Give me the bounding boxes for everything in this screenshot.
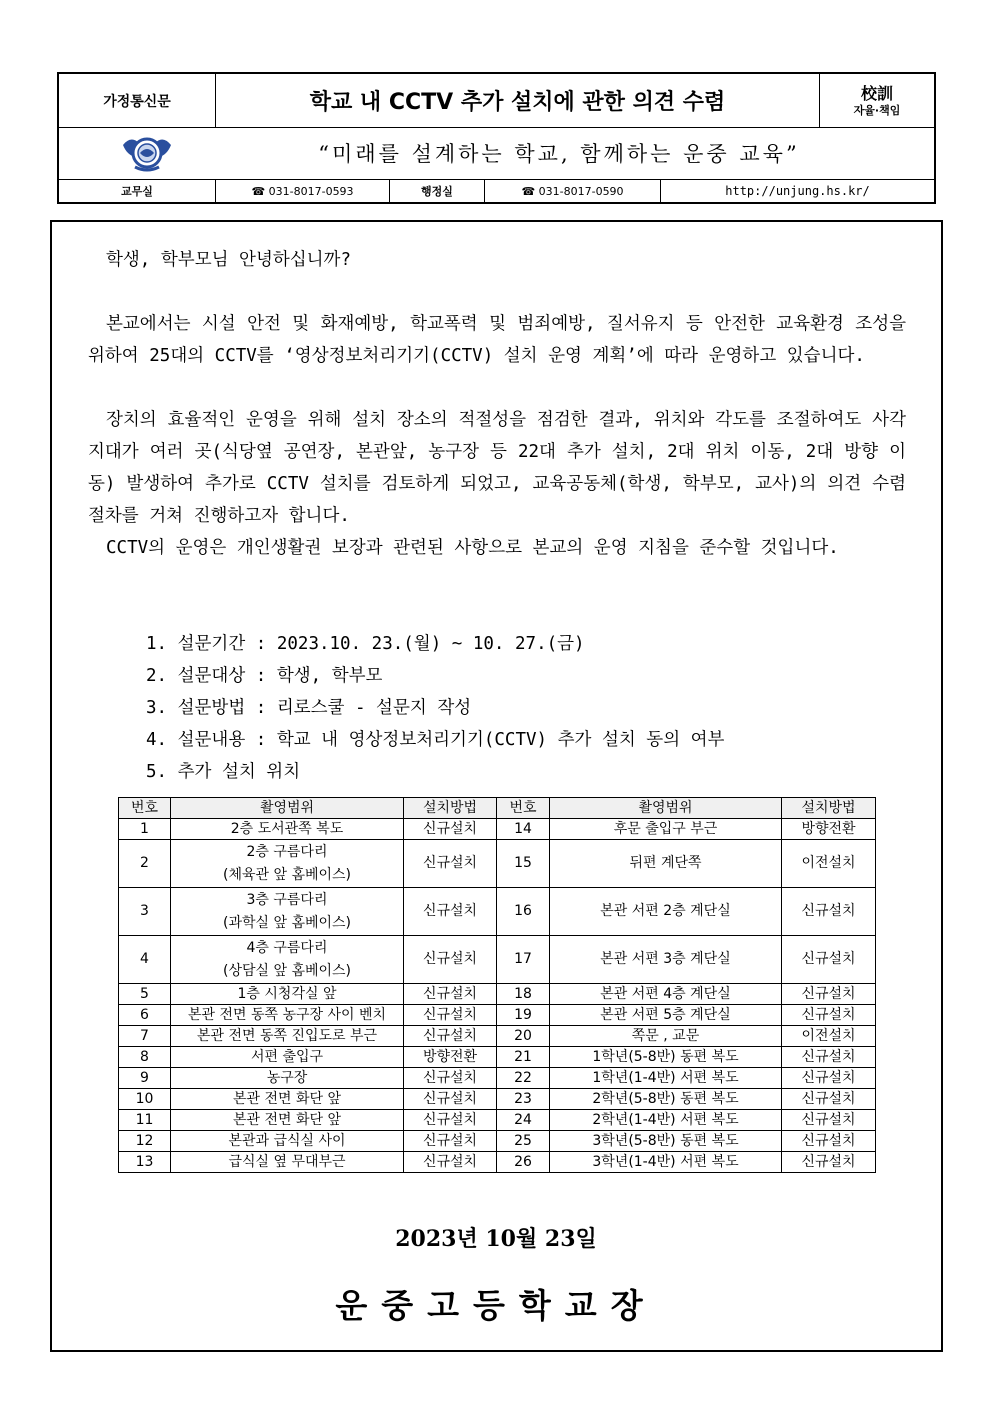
cell-range: 1학년(1-4반) 서편 복도 bbox=[550, 1068, 782, 1089]
cell-method: 신규설치 bbox=[782, 888, 876, 936]
cell-no: 16 bbox=[497, 888, 550, 936]
cell-range: 3학년(5-8반) 동편 복도 bbox=[550, 1131, 782, 1152]
cell-method: 신규설치 bbox=[782, 1005, 876, 1026]
category-label: 가정통신문 bbox=[59, 74, 216, 127]
cell-method: 신규설치 bbox=[404, 984, 497, 1005]
letterhead-title-row bbox=[59, 74, 934, 128]
letterhead-slogan-row bbox=[59, 127, 934, 180]
cell-range: 2층 도서관쪽 복도 bbox=[171, 819, 404, 840]
cell-range: 본관 서편 4층 계단실 bbox=[550, 984, 782, 1005]
cell-method: 신규설치 bbox=[404, 1152, 497, 1173]
cell-no: 14 bbox=[497, 819, 550, 840]
cell-method: 이전설치 bbox=[782, 840, 876, 888]
cell-no: 24 bbox=[497, 1110, 550, 1131]
cell-no: 23 bbox=[497, 1089, 550, 1110]
cell-range: 본관 전면 화단 앞 bbox=[171, 1110, 404, 1131]
cell-method: 방향전환 bbox=[782, 819, 876, 840]
cell-no: 17 bbox=[497, 936, 550, 984]
header-method: 설치방법 bbox=[404, 798, 497, 819]
table-row bbox=[119, 819, 876, 840]
cell-method: 신규설치 bbox=[782, 1047, 876, 1068]
cell-range: 3학년(1-4반) 서편 복도 bbox=[550, 1152, 782, 1173]
motto-text: 자율·책임 bbox=[853, 103, 901, 117]
cell-method: 신규설치 bbox=[782, 1068, 876, 1089]
header-range: 촬영범위 bbox=[171, 798, 404, 819]
cell-range: 쪽문 , 교문 bbox=[550, 1026, 782, 1047]
issuer-signature: 운중고등학교장 bbox=[335, 1286, 657, 1325]
survey-target: 2. 설문대상 : 학생, 학부모 bbox=[146, 666, 383, 686]
paragraph-1: 본교에서는 시설 안전 및 화재예방, 학교폭력 및 범죄예방, 질서유지 등 안전한 교육환경 조성을 위하여 25대의 CCTV를 ‘영상정보처리기기(CCTV) 설치 운영 계획’에 따라 운영하고 있습니다. bbox=[88, 314, 906, 366]
table-row bbox=[119, 984, 876, 1005]
cell-no: 8 bbox=[119, 1047, 171, 1068]
cell-method: 신규설치 bbox=[404, 819, 497, 840]
office1-label: 교무실 bbox=[59, 180, 216, 202]
cell-range: 농구장 bbox=[171, 1068, 404, 1089]
cell-no: 1 bbox=[119, 819, 171, 840]
office2-phone: ☎ 031-8017-0590 bbox=[485, 180, 661, 202]
cell-no: 21 bbox=[497, 1047, 550, 1068]
cell-no: 10 bbox=[119, 1089, 171, 1110]
survey-content: 4. 설문내용 : 학교 내 영상정보처리기기(CCTV) 추가 설치 동의 여부 bbox=[146, 730, 725, 750]
cell-no: 7 bbox=[119, 1026, 171, 1047]
letterhead bbox=[57, 72, 936, 204]
cell-method: 신규설치 bbox=[782, 936, 876, 984]
cell-range: 1층 시청각실 앞 bbox=[171, 984, 404, 1005]
cell-range: 1학년(5-8반) 동편 복도 bbox=[550, 1047, 782, 1068]
table-row bbox=[119, 1089, 876, 1110]
office1-phone: ☎ 031-8017-0593 bbox=[216, 180, 390, 202]
table-row bbox=[119, 936, 876, 984]
office2-label: 행정실 bbox=[390, 180, 485, 202]
header-method: 설치방법 bbox=[782, 798, 876, 819]
table-row bbox=[119, 1026, 876, 1047]
cell-range: 본관과 급식실 사이 bbox=[171, 1131, 404, 1152]
cell-range: 4층 구름다리 (상담실 앞 홈베이스) bbox=[171, 936, 404, 984]
table-row bbox=[119, 888, 876, 936]
cell-method: 신규설치 bbox=[404, 840, 497, 888]
cell-range: 본관 전면 동쪽 진입도로 부근 bbox=[171, 1026, 404, 1047]
cell-no: 4 bbox=[119, 936, 171, 984]
table-row bbox=[119, 840, 876, 888]
cell-no: 22 bbox=[497, 1068, 550, 1089]
cell-method: 신규설치 bbox=[404, 1110, 497, 1131]
table-row bbox=[119, 1047, 876, 1068]
header-no: 번호 bbox=[497, 798, 550, 819]
cell-method: 신규설치 bbox=[782, 1152, 876, 1173]
cell-no: 9 bbox=[119, 1068, 171, 1089]
motto-title: 校訓 bbox=[860, 84, 893, 104]
cell-no: 11 bbox=[119, 1110, 171, 1131]
cell-range: 본관 전면 화단 앞 bbox=[171, 1089, 404, 1110]
survey-period: 1. 설문기간 : 2023.10. 23.(월) ~ 10. 27.(금) bbox=[146, 634, 585, 654]
cell-no: 3 bbox=[119, 888, 171, 936]
table-row bbox=[119, 1131, 876, 1152]
cell-method: 신규설치 bbox=[404, 1089, 497, 1110]
paragraph-2: 장치의 효율적인 운영을 위해 설치 장소의 적절성을 점검한 결과, 위치와 각도를 조절하여도 사각지대가 여러 곳(식당옆 공연장, 본관앞, 농구장 등 22대 추가 설치, 2대 위치 이동, 2대 방향 이동) 발생하여 추가로 CCTV 설치를 검토하게 되었고, 교육공동체(학생, 학부모, 교사)의 의견 수렴 절차를 거쳐 진행하고자 합니다. bbox=[88, 410, 906, 526]
cell-no: 15 bbox=[497, 840, 550, 888]
cell-method: 신규설치 bbox=[782, 1131, 876, 1152]
cell-range: 2층 구름다리 (체육관 앞 홈베이스) bbox=[171, 840, 404, 888]
cell-no: 19 bbox=[497, 1005, 550, 1026]
cell-range: 3층 구름다리 (과학실 앞 홈베이스) bbox=[171, 888, 404, 936]
cell-range: 뒤편 계단쪽 bbox=[550, 840, 782, 888]
cell-method: 신규설치 bbox=[404, 936, 497, 984]
cell-range: 본관 전면 동쪽 농구장 사이 벤치 bbox=[171, 1005, 404, 1026]
cell-no: 26 bbox=[497, 1152, 550, 1173]
cell-method: 신규설치 bbox=[782, 1089, 876, 1110]
issue-date: 2023년 10월 23일 bbox=[395, 1226, 597, 1252]
table-row bbox=[119, 1068, 876, 1089]
cell-range: 2학년(1-4반) 서편 복도 bbox=[550, 1110, 782, 1131]
cell-range: 후문 출입구 부근 bbox=[550, 819, 782, 840]
table-row bbox=[119, 1152, 876, 1173]
install-location-heading: 5. 추가 설치 위치 bbox=[146, 762, 301, 782]
letterhead-contact-row bbox=[59, 180, 934, 202]
header-range: 촬영범위 bbox=[550, 798, 782, 819]
cell-no: 2 bbox=[119, 840, 171, 888]
school-slogan: “미래를 설계하는 학교, 함께하는 운중 교육” bbox=[318, 142, 800, 166]
cell-no: 13 bbox=[119, 1152, 171, 1173]
school-motto bbox=[820, 74, 934, 127]
cell-method: 신규설치 bbox=[404, 1131, 497, 1152]
cell-method: 방향전환 bbox=[404, 1047, 497, 1068]
cell-no: 20 bbox=[497, 1026, 550, 1047]
cell-range: 급식실 옆 무대부근 bbox=[171, 1152, 404, 1173]
cell-method: 이전설치 bbox=[782, 1026, 876, 1047]
cell-no: 6 bbox=[119, 1005, 171, 1026]
school-emblem-icon bbox=[121, 131, 173, 175]
cell-no: 5 bbox=[119, 984, 171, 1005]
cell-range: 서편 출입구 bbox=[171, 1047, 404, 1068]
cell-no: 18 bbox=[497, 984, 550, 1005]
table-row bbox=[119, 1110, 876, 1131]
greeting: 학생, 학부모님 안녕하십니까? bbox=[106, 250, 352, 270]
cell-range: 본관 서편 5층 계단실 bbox=[550, 1005, 782, 1026]
cell-method: 신규설치 bbox=[404, 888, 497, 936]
cell-range: 2학년(5-8반) 동편 복도 bbox=[550, 1089, 782, 1110]
document-title: 학교 내 CCTV 추가 설치에 관한 의견 수렴 bbox=[216, 74, 820, 127]
cell-range: 본관 서편 3층 계단실 bbox=[550, 936, 782, 984]
cell-method: 신규설치 bbox=[404, 1005, 497, 1026]
table-header-row bbox=[119, 798, 876, 819]
table-row bbox=[119, 1005, 876, 1026]
cell-method: 신규설치 bbox=[404, 1026, 497, 1047]
website-link[interactable]: http://unjung.hs.kr/ bbox=[725, 184, 870, 198]
cell-method: 신규설치 bbox=[782, 984, 876, 1005]
cell-method: 신규설치 bbox=[782, 1110, 876, 1131]
header-no: 번호 bbox=[119, 798, 171, 819]
paragraph-3: CCTV의 운영은 개인생활권 보장과 관련된 사항으로 본교의 운영 지침을 준수할 것입니다. bbox=[106, 538, 839, 558]
survey-method: 3. 설문방법 : 리로스쿨 - 설문지 작성 bbox=[146, 698, 472, 718]
cctv-location-table bbox=[118, 797, 876, 1173]
cell-no: 25 bbox=[497, 1131, 550, 1152]
cell-no: 12 bbox=[119, 1131, 171, 1152]
cell-range: 본관 서편 2층 계단실 bbox=[550, 888, 782, 936]
cell-method: 신규설치 bbox=[404, 1068, 497, 1089]
